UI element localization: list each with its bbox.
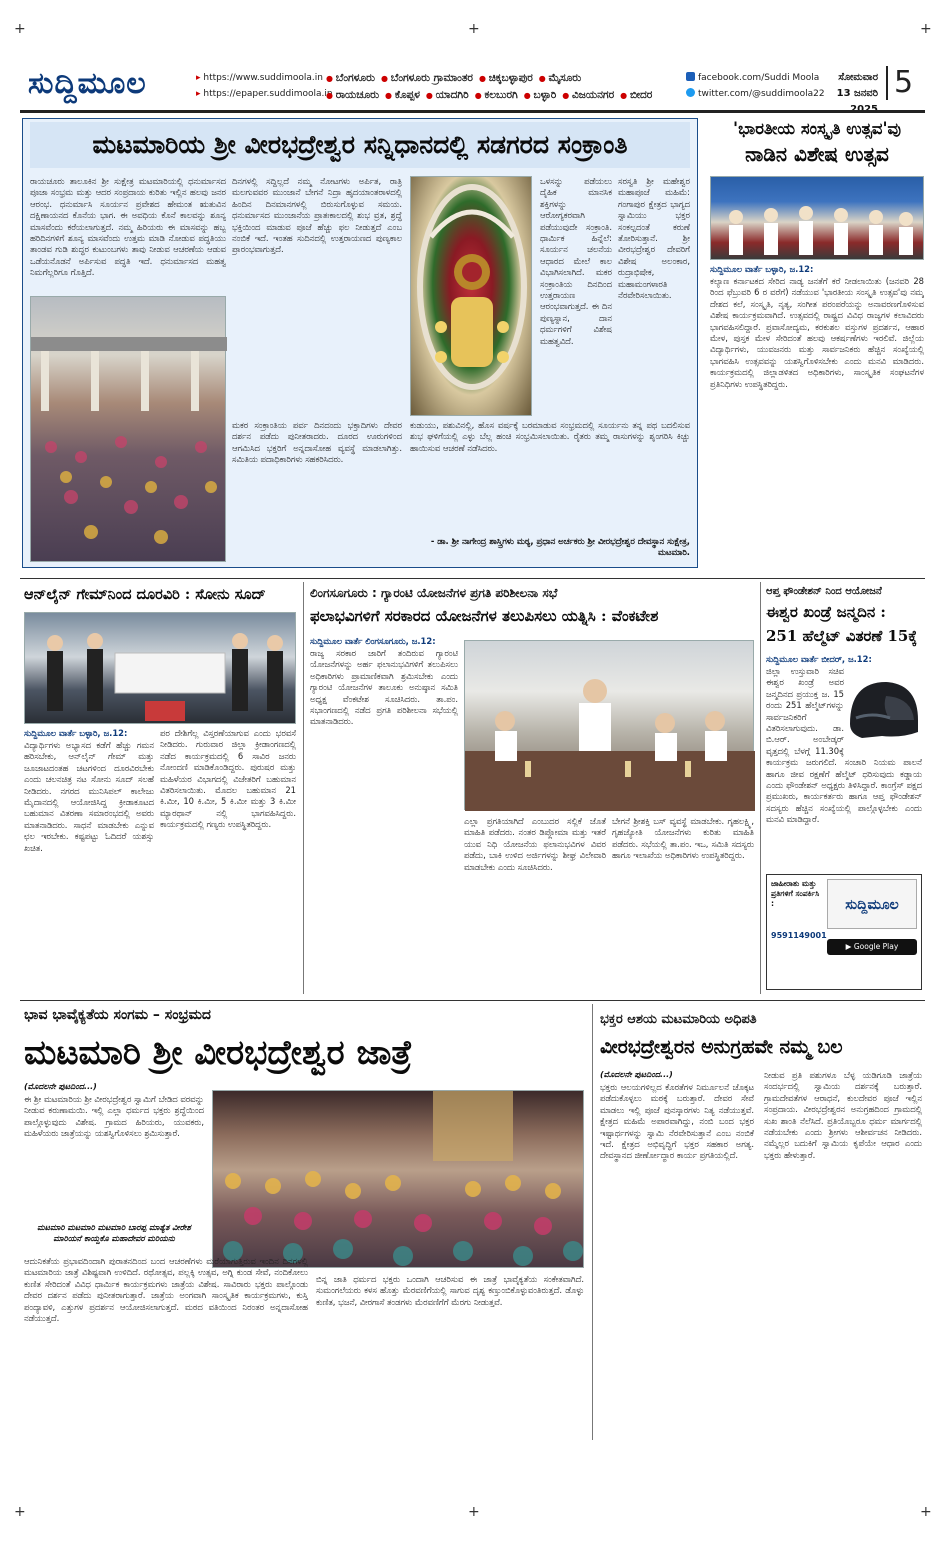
issue-date-text: 13 ಜನವರಿ (836, 88, 878, 99)
helmet-headline (766, 600, 924, 648)
section-divider (20, 578, 925, 579)
ad-phone: 9591149001 (771, 931, 827, 940)
play-store-label: Google Play (853, 942, 899, 951)
masthead-logo: ಸುದ್ದಿಮೂಲ (28, 66, 147, 101)
sonu-dateline: ಸುದ್ದಿಮೂಲ ವಾರ್ತೆ ಬಳ್ಳಾರಿ, ಜ.12: (24, 728, 128, 738)
play-store-icon: ▶ (845, 942, 854, 951)
helmet-headline-line1: ಈಶ್ವರ ಖಂಡ್ರೆ ಜನ್ಮದಿನ : (766, 603, 886, 621)
column-rule (592, 1004, 593, 1440)
guarantee-dateline: ಸುದ್ದಿಮೂಲ ವಾರ್ತೆ ಲಿಂಗಸೂಗೂರು, ಜ.12: (310, 636, 436, 646)
registration-mark: + (14, 1504, 26, 1520)
facebook-icon (686, 72, 695, 81)
sonu-col-2: ಪರ ದೇಶಿಗೆಲ್ಲ ವಿಸ್ತರಣೆಯಾಗುವ ಎಂದು ಭರವಸೆ ನೀಡಿದರು. ಗುರುವಾರ ಜಿಲ್ಲಾ ಕ್ರೀಡಾಂಗಣದಲ್ಲಿ ನಡೆದ ಕಾರ್ಯಕ್ರಮದಲ್ಲಿ 6 ಸಾವಿರ ಜನರು ನೋಂದಣಿ ಮಾಡಿಕೊಂಡಿದ್ದರು. ಪುರುಷರ ಮತ್ತು ಮಹಿಳೆಯರ ವಿಭಾಗದಲ್ಲಿ ವಿಜೇತರಿಗೆ ಬಹುಮಾನ ವಿತರಿಸಲಾಯಿತು. ಮೊದಲ ಬಹುಮಾನ 21 ಕಿ.ಮೀ, 10 ಕಿ.ಮೀ, 5 ಕಿ.ಮೀ ಮತ್ತು 3 ಕಿ.ಮೀ ಮ್ಯಾರಥಾನ್ ನಲ್ಲಿ ಭಾಗವಹಿಸಿದ್ದರು. ಕಾರ್ಯಕ್ರಮದಲ್ಲಿ ಗಣ್ಯರು ಉಪಸ್ಥಿತರಿದ್ದರು. (160, 728, 296, 830)
column-rule (303, 582, 304, 994)
guarantee-col-3: ಬೇಗನೆ ಶ್ರೀಶಕ್ತಿ ಬಸ್ ವ್ಯವಸ್ಥೆ ಮಾಡಬೇಕು. ಗೃಹಲಕ್ಷ್ಮಿ, ಗೃಹಜ್ಯೋತಿ ಯೋಜನೆಗಳು ಕುರಿತು ಮಾಹಿತಿ ಪಡೆದರು. ಸಭೆಯಲ್ಲಿ ತಾ.ಪಂ. ಇಒ, ಸಮಿತಿ ಸದಸ್ಯರು ಹಾಗೂ ಇಲಾಖೆಯ ಅಧಿಕಾರಿಗಳು ಉಪಸ್ಥಿತರಿದ್ದರು. (612, 816, 754, 861)
temple-hall-illustration (31, 297, 227, 563)
registration-mark: + (920, 21, 932, 37)
festival-headline-line2: ನಾಡಿನ ವಿಶೇಷ ಉತ್ಸವ (745, 142, 889, 166)
meeting-illustration (465, 641, 755, 811)
city-item: ● ಮೈಸೂರು (539, 72, 581, 84)
helmet-float-spacer (844, 666, 922, 750)
website-link[interactable]: ▸ https://www.suddimoola.in (196, 70, 333, 86)
registration-mark: + (14, 21, 26, 37)
epaper-link[interactable]: ▸ https://epaper.suddimoola.in (196, 86, 333, 102)
sonu-col-1: ವಿದ್ಯಾರ್ಥಿಗಳು ಅಭ್ಯಾಸದ ಕಡೆಗೆ ಹೆಚ್ಚು ಗಮನ ಹರಿಸಬೇಕು, ಆನ್‌ಲೈನ್ ಗೇಮ್ ಮತ್ತು ಜೂಜಾಟದಂತಹ ಚಟಗಳಿಂದ ದೂರವಿರಬೇಕು ಎಂದು ಚಲನಚಿತ್ರ ನಟ ಸೋನು ಸೂದ್ ಸಲಹೆ ನೀಡಿದರು. ನಗರದ ಮುನಿಸಿಪಲ್ ಕಾಲೇಜು ಮೈದಾನದಲ್ಲಿ ಆಯೋಜಿಸಿದ್ದ ಕ್ರೀಡಾಕೂಟದ ಬಹುಮಾನ ವಿತರಣಾ ಸಮಾರಂಭದಲ್ಲಿ ಅವರು ಮಾತನಾಡಿದರು. ಸಾಧನೆ ಮಾಡಬೇಕು ಎನ್ನುವ ಛಲ ಇರಬೇಕು. ಕಷ್ಟಪಟ್ಟು ಓದಿದರೆ ಯಶಸ್ಸು ಖಚಿತ. (24, 740, 154, 853)
anugraha-col-1: ಭಕ್ತರು ಆಲಯಗಳಿಲ್ಲದ ಕೊರತೆಗಳ ನಿರ್ಮೂಲನೆ ಚೊಕ್ಕಟ ಪಡೆದುಕೊಳ್ಳಲು ಮಠಕ್ಕೆ ಬರುತ್ತಾರೆ. ದೇವರ ಸೇವೆ ಮಾಡಲು ಇಲ್ಲಿ ಪೂಜೆ ಪುನಸ್ಕಾರಗಳು ನಿತ್ಯ ನಡೆಯುತ್ತವೆ. ಕ್ಷೇತ್ರದ ಮಹಿಮೆ ಅಪಾರವಾಗಿದ್ದು, ನಂಬಿ ಬಂದ ಭಕ್ತರ ಇಷ್ಟಾರ್ಥಗಳನ್ನು ಸ್ವಾಮಿ ನೆರವೇರಿಸುತ್ತಾನೆ ಎಂಬ ನಂಬಿಕೆ ಇದೆ. ಕ್ಷೇತ್ರದ ಅಭಿವೃದ್ಧಿಗೆ ಭಕ್ತರ ಸಹಕಾರ ಅಗತ್ಯ. ದೇವಸ್ಥಾನದ ಜೀರ್ಣೋದ್ಧಾರ ಕಾರ್ಯ ಪ್ರಗತಿಯಲ್ಲಿದೆ. (600, 1082, 754, 1161)
helmet-dateline: ಸುದ್ದಿಮೂಲ ವಾರ್ತೆ ಬೀದರ್, ಜ.12: (766, 654, 872, 664)
section-divider (20, 1000, 925, 1001)
dignitaries-illustration (711, 177, 925, 261)
festival-headline (708, 118, 926, 168)
lead-col-lower-left: ಮಕರ ಸಂಕ್ರಾಂತಿಯ ಪರ್ವ ದಿನದಂದು ಭಕ್ತಾದಿಗಳು ದೇವರ ದರ್ಶನ ಪಡೆದು ಪುನೀತರಾದರು. ದೂರದ ಊರುಗಳಿಂದ ಆಗಮಿಸಿದ ಭಕ್ತರಿಗೆ ಅನ್ನದಾಸೋಹ ವ್ಯವಸ್ಥೆ ಮಾಡಲಾಗಿತ್ತು. ಸಮಿತಿಯ ಪದಾಧಿಕಾರಿಗಳು ಸಹಕರಿಸಿದರು. (232, 420, 402, 465)
festival-body: ಕಲ್ಯಾಣ ಕರ್ನಾಟಕದ ಸೇರಿದ ನಾಡ್ಯ ಜನತೆಗೆ ಕರೆ ನೀಡಲಾಯಿತು (ಜನವರಿ 28 ರಿಂದ ಫೆಬ್ರುವರಿ 6 ರ ವರೆಗೆ) ನಡೆಯುವ 'ಭಾರತೀಯ ಸಂಸ್ಕೃತಿ ಉತ್ಸವ'ವು ನಮ್ಮ ದೇಶದ ಕಲೆ, ಸಂಸ್ಕೃತಿ, ನೃತ್ಯ, ಸಂಗೀತ ಪರಂಪರೆಯನ್ನು ಅನಾವರಣಗೊಳಿಸುವ ವಿಶೇಷ ಕಾರ್ಯಕ್ರಮವಾಗಿದೆ. ಉತ್ಸವದಲ್ಲಿ ರಾಷ್ಟ್ರದ ವಿವಿಧ ರಾಜ್ಯಗಳ ಕಲಾವಿದರು ಭಾಗವಹಿಸಲಿದ್ದಾರೆ. ಪ್ರವಾಸೋದ್ಯಮ, ಕರಕುಶಲ ವಸ್ತುಗಳ ಪ್ರದರ್ಶನ, ಆಹಾರ ಮೇಳ, ಪುಸ್ತಕ ಮೇಳ ಸೇರಿದಂತೆ ಹಲವು ಆಕರ್ಷಣೆಗಳು ಇರಲಿವೆ. ಜಿಲ್ಲೆಯ ವಿದ್ಯಾರ್ಥಿಗಳು, ಯುವಜನರು ಮತ್ತು ಸಾರ್ವಜನಿಕರು ಹೆಚ್ಚಿನ ಸಂಖ್ಯೆಯಲ್ಲಿ ಭಾಗವಹಿಸಿ ಉತ್ಸವವನ್ನು ಯಶಸ್ವಿಗೊಳಿಸಬೇಕು ಎಂದು ಮನವಿ ಮಾಡಿದರು. ಕಾರ್ಯಕ್ರಮದಲ್ಲಿ ಜಿಲ್ಲಾಡಳಿತದ ಅಧಿಕಾರಿಗಳು, ಸಾಂಸ್ಕೃತಿಕ ಸಂಘಟನೆಗಳ ಪ್ರತಿನಿಧಿಗಳು ಉಪಸ್ಥಿತರಿದ್ದರು. (710, 276, 924, 389)
city-item: ● ಬೆಂಗಳೂರು ಗ್ರಾಮಾಂತರ (381, 72, 473, 84)
twitter-link[interactable]: twitter.com/@suddimoola22 (698, 89, 825, 99)
city-item: ● ಬೀದರ (620, 89, 652, 101)
social-links (686, 70, 825, 102)
helmet-body-text: ಜಿಲ್ಲಾ ಉಸ್ತುವಾರಿ ಸಚಿವ ಈಶ್ವರ ಖಂಡ್ರೆ ಅವರ ಜನ್ಮದಿನದ ಪ್ರಯುಕ್ತ ಜ. 15 ರಂದು 251 ಹೆಲ್ಮೆಟ್‌ಗಳನ್ನು ಸಾರ್ವಜನಿಕರಿಗೆ ವಿತರಿಸಲಾಗುವುದು. ಡಾ. ಬಿ.ಆರ್. ಅಂಬೇಡ್ಕರ್ ವೃತ್ತದಲ್ಲಿ ಬೆಳಗ್ಗೆ 11.30ಕ್ಕೆ ಕಾರ್ಯಕ್ರಮ ಜರುಗಲಿದೆ. ಸಂಚಾರಿ ನಿಯಮ ಪಾಲನೆ ಹಾಗೂ ಜೀವ ರಕ್ಷಣೆಗೆ ಹೆಲ್ಮೆಟ್ ಧರಿಸುವುದು ಕಡ್ಡಾಯ ಎಂದು ಫೌಂಡೇಶನ್ ಅಧ್ಯಕ್ಷರು ತಿಳಿಸಿದ್ದಾರೆ. ಕಾಂಗ್ರೆಸ್ ಪಕ್ಷದ ಪ್ರಮುಖರು, ಕಾರ್ಯಕರ್ತರು ಹಾಗೂ ಆಪ್ತ ಫೌಂಡೇಶನ್ ಸದಸ್ಯರು ಹೆಚ್ಚಿನ ಸಂಖ್ಯೆಯಲ್ಲಿ ಪಾಲ್ಗೊಳ್ಳಬೇಕು ಎಂದು ಮನವಿ ಮಾಡಿದ್ದಾರೆ. (766, 666, 922, 825)
anugraha-headline: ವೀರಭದ್ರೇಶ್ವರನ ಅನುಗ್ರಹವೇ ನಮ್ಮ ಬಲ (600, 1036, 843, 1058)
page-number: 5 (886, 66, 913, 100)
guarantee-col-1: ರಾಜ್ಯ ಸರಕಾರ ಜಾರಿಗೆ ತಂದಿರುವ ಗ್ಯಾರಂಟಿ ಯೋಜನೆಗಳನ್ನು ಅರ್ಹ ಫಲಾನುಭವಿಗಳಿಗೆ ತಲುಪಿಸಲು ಅಧಿಕಾರಿಗಳು ಪ್ರಾಮಾಣಿಕವಾಗಿ ಶ್ರಮಿಸಬೇಕು ಎಂದು ಗ್ಯಾರಂಟಿ ಯೋಜನೆಗಳ ತಾಲೂಕು ಅನುಷ್ಠಾನ ಸಮಿತಿ ಅಧ್ಯಕ್ಷ ವೆಂಕಟೇಶ ಸೂಚಿಸಿದರು. ತಾ.ಪಂ. ಸಭಾಂಗಣದಲ್ಲಿ ನಡೆದ ಪ್ರಗತಿ ಪರಿಶೀಲನಾ ಸಭೆಯಲ್ಲಿ ಮಾತನಾಡಿದರು. (310, 648, 458, 727)
registration-mark: + (920, 1504, 932, 1520)
city-item: ● ಬೆಂಗಳೂರು (326, 72, 375, 84)
jatre-photo (212, 1090, 584, 1268)
anugraha-kicker: ಭಕ್ತರ ಆಶಯ ಮಟಮಾರಿಯ ಅಧಿಪತಿ (600, 1012, 757, 1027)
guarantee-col-2: ಎಲ್ಲಾ ಪ್ರಗತಿಯಾಗಿದೆ ಎಂಬುದರ ಸಲ್ಲಿಕೆ ಜೊತೆ ಮಾಹಿತಿ ಪಡೆದರು. ನಂತರ ಡಿಪ್ಲೋಮಾ ಮತ್ತು ಇತರೆ ಯುವ ನಿಧಿ ಯೋಜನೆಯ ಫಲಾನುಭವಿಗಳ ವಿವರ ಪಡೆದು, ಬಾಕಿ ಉಳಿದ ಅರ್ಜಿಗಳನ್ನು ಶೀಘ್ರ ವಿಲೇವಾರಿ ಮಾಡಬೇಕು ಎಂದು ಸೂಚಿಸಿದರು. (464, 816, 606, 872)
lead-col-4: ಸರಸ್ವತಿ ಶ್ರೀ ಮಹೇಶ್ವರ ಮಹಾಪೂಜೆ ಮಹಿಮೆ: ಗಂಗಾಪುರ ಕ್ಷೇತ್ರದ ಭಾಗ್ಯದ ಸ್ವಾಮಿಯು ಭಕ್ತರ ಸಂಕಲ್ಪದಂತೆ ಕರುಣೆ ತೋರಿಸುತ್ತಾನೆ. ಶ್ರೀ ವೀರಭದ್ರೇಶ್ವರ ದೇವರಿಗೆ ವಿಶೇಷ ಅಲಂಕಾರ, ರುದ್ರಾಭಿಷೇಕ, ಮಹಾಮಂಗಳಾರತಿ ನೆರವೇರಿಸಲಾಯಿತು. (618, 176, 690, 301)
festival-headline-line1: 'ಭಾರತೀಯ ಸಂಸ್ಕೃತಿ ಉತ್ಸವ'ವು (733, 119, 901, 138)
guarantee-kicker: ಲಿಂಗಸೂಗೂರು : ಗ್ಯಾರಂಟಿ ಯೋಜನೆಗಳ ಪ್ರಗತಿ ಪರಿಶೀಲನಾ ಸಭೆ (310, 586, 558, 600)
city-item: ● ಚಿಕ್ಕಬಳ್ಳಾಪುರ (479, 72, 533, 84)
award-ceremony-illustration (25, 613, 297, 725)
lead-crowd-photo (30, 296, 226, 562)
issue-day: ಸೋಮವಾರ (838, 72, 878, 83)
ad-box (766, 874, 922, 990)
facebook-link[interactable]: facebook.com/Suddi Moola (698, 73, 820, 83)
city-item: ● ರಾಯಚೂರು (326, 89, 379, 101)
jatre-col-bottom: ಆದುನಿಕತೆಯ ಪ್ರಭಾವದಿಂದಾಗಿ ಪುರಾತನದಿಂದ ಬಂದ ಆಚರಣೆಗಳು ಮರೆಯಾಗುತ್ತಿರುವ ಇಂದಿನ ದಿನಗಳಲ್ಲಿ ಮಟಮಾರಿಯ ಜಾತ್ರೆ ವಿಶಿಷ್ಟವಾಗಿ ಉಳಿದಿದೆ. ರಥೋತ್ಸವ, ಪಲ್ಲಕ್ಕಿ ಉತ್ಸವ, ಅಗ್ನಿ ಕುಂಡ ಸೇವೆ, ನಂದಿಕೋಲು ಕುಣಿತ ಸೇರಿದಂತೆ ವಿವಿಧ ಧಾರ್ಮಿಕ ಕಾರ್ಯಕ್ರಮಗಳು ಜಾತ್ರೆಯ ವಿಶೇಷ. ಸಾವಿರಾರು ಭಕ್ತರು ಪಾಲ್ಗೊಂಡು ದೇವರ ದರ್ಶನ ಪಡೆದು ಪುನೀತರಾಗುತ್ತಾರೆ. ಜಾತ್ರೆಯ ಅಂಗವಾಗಿ ಸಾಂಸ್ಕೃತಿಕ ಕಾರ್ಯಕ್ರಮಗಳು, ಕುಸ್ತಿ ಪಂದ್ಯಾವಳಿ, ಎತ್ತುಗಳ ಪ್ರದರ್ಶನ ಆಯೋಜಿಸಲಾಗುತ್ತದೆ. ಮಠದ ವತಿಯಿಂದ ನಿರಂತರ ಅನ್ನದಾಸೋಹ ನಡೆಯುತ್ತದೆ. (24, 1256, 308, 1324)
jatre-headline: ಮಟಮಾರಿ ಶ್ರೀ ವೀರಭದ್ರೇಶ್ವರ ಜಾತ್ರೆ (24, 1033, 413, 1073)
guarantee-headline: ಫಲಾಭವಿಗಳಿಗೆ ಸರಕಾರದ ಯೋಜನೆಗಳ ತಲುಪಿಸಲು ಯತ್ನಿಸಿ : ವೆಂಕಟೇಶ (310, 607, 659, 625)
jatre-col-bottom-2: ಬಿನ್ನ ಜಾತಿ ಧರ್ಮದ ಭಕ್ತರು ಒಂದಾಗಿ ಆಚರಿಸುವ ಈ ಜಾತ್ರೆ ಭಾವೈಕ್ಯತೆಯ ಸಂಕೇತವಾಗಿದೆ. ಸುಮಂಗಲೆಯರು ಕಳಸ ಹೊತ್ತು ಮೆರವಣಿಗೆಯಲ್ಲಿ ಸಾಗುವ ದೃಶ್ಯ ಕಣ್ತುಂಬಿಕೊಳ್ಳುವಂತಿರುತ್ತದೆ. ಡೊಳ್ಳು ಕುಣಿತ, ಭಜನೆ, ವೀರಗಾಸೆ ತಂಡಗಳು ಮೆರವಣಿಗೆಗೆ ಮೆರಗು ನೀಡುತ್ತವೆ. (316, 1274, 584, 1307)
lead-col-lower-right: ಕುಡುಯು, ಪಶುವಿನಲ್ಲಿ, ಹೊಸ ವರ್ಷಕ್ಕೆ ಬರಮಾಡುವ ಸಂಭ್ರಮದಲ್ಲಿ ಸೂರ್ಯನು ತನ್ನ ಪಥ ಬದಲಿಸುವ ಶುಭ ಘಳಿಗೆಯಲ್ಲಿ ಎಳ್ಳು ಬೆಲ್ಲ ಹಂಚಿ ಸಂಭ್ರಮಿಸಲಾಯಿತು. ರೈತರು ತಮ್ಮ ರಾಸುಗಳನ್ನು ಶೃಂಗರಿಸಿ ಕಿಚ್ಚು ಹಾಯಿಸುವ ಆಚರಣೆ ನಡೆಸಿದರು. (410, 420, 690, 453)
helmet-headline-line2: 251 ಹೆಲ್ಮೆಟ್ ವಿತರಣೆ 15ಕ್ಕೆ (766, 627, 918, 645)
jatre-kicker: ಭಾವ ಭಾವೈಕ್ಯತೆಯ ಸಂಗಮ – ಸಂಭ್ರಮದ (24, 1007, 211, 1023)
masthead-rule (20, 110, 925, 113)
lead-headline: ಮಟಮಾರಿಯ ಶ್ರೀ ವೀರಭದ್ರೇಶ್ವರ ಸನ್ನಿಧಾನದಲ್ಲಿ ಸಡಗರದ ಸಂಕ್ರಾಂತಿ (30, 122, 690, 168)
anugraha-col-2: ನೀಡುವ ಪ್ರತಿ ಪಶುಗಳೂ ಬೆಳ್ಳ ಯಡಿಗೂಡಿ ಜಾತ್ರೆಯ ಸಂದರ್ಭದಲ್ಲಿ ಸ್ವಾಮಿಯ ದರ್ಶನಕ್ಕೆ ಬರುತ್ತಾರೆ. ಗ್ರಾಮದೇವತೆಗಳ ಆರಾಧನೆ, ಕುಲದೇವರ ಪೂಜೆ ಇಲ್ಲಿನ ಸಂಪ್ರದಾಯ. ವೀರಭದ್ರೇಶ್ವರನ ಅನುಗ್ರಹದಿಂದ ಗ್ರಾಮದಲ್ಲಿ ಸುಖ ಶಾಂತಿ ನೆಲೆಸಿದೆ. ಪ್ರತಿಯೊಬ್ಬರೂ ಧರ್ಮ ಮಾರ್ಗದಲ್ಲಿ ನಡೆಯಬೇಕು ಎಂದು ಶ್ರೀಗಳು ಆಶೀರ್ವಚನ ನೀಡಿದರು. ನಮ್ಮೆಲ್ಲರ ಬದುಕಿಗೆ ಸ್ವಾಮಿಯ ಕೃಪೆಯೇ ಆಧಾರ ಎಂದು ಭಕ್ತರು ಹೇಳುತ್ತಾರೆ. (764, 1070, 922, 1160)
festival-dateline: ಸುದ್ದಿಮೂಲ ವಾರ್ತೆ ಬಳ್ಳಾರಿ, ಜ.12: (710, 264, 814, 274)
sonu-photo (24, 612, 296, 724)
deity-illustration (411, 177, 533, 417)
jatre-continued: (ಮೊದಲನೇ ಪುಟದಿಂದ...) (24, 1082, 97, 1091)
lead-col-3: ಒಳಸನ್ನು ಪಡೆಯಲು ದೈಹಿಕ ಮಾನಸಿಕ ಶಕ್ತಿಗಳನ್ನು ಆರೋಗ್ಯಕರವಾಗಿ ಪಡೆಯುವುದೇ ಸಂಕ್ರಾಂತಿ. ಧಾರ್ಮಿಕ ಹಿನ್ನೆಲೆ: ಸೂರ್ಯನ ಚಲನೆಯ ಆಧಾರದ ಮೇಲೆ ಕಾಲ ವಿಭಾಗಿಸಲಾಗಿದೆ. ಮಕರ ಸಂಕ್ರಾಂತಿಯ ದಿನದಿಂದ ಉತ್ತರಾಯಣ ಆರಂಭವಾಗುತ್ತದೆ. ಈ ದಿನ ಪುಣ್ಯಸ್ನಾನ, ದಾನ ಧರ್ಮಗಳಿಗೆ ವಿಶೇಷ ಮಹತ್ವವಿದೆ. (540, 176, 612, 346)
jatre-quote: ಮಟಮಾರಿ ಮಟಮಾರಿ ಮಟಮಾರಿ ಬಾರಪ್ಪ ಮಾತ್ಯೆತ ವೀರೇಶ ಮಾರಿಯನೆ ಕಾಯ್ದಕೊ ಮಹಾದೇವರ ಮರಿಯನು (37, 1223, 191, 1243)
twitter-icon (686, 88, 695, 97)
festival-photo (710, 176, 924, 260)
masthead-urls (196, 70, 333, 102)
city-item: ● ಕಲಬುರಗಿ (475, 89, 518, 101)
guarantee-photo (464, 640, 754, 810)
helmet-kicker: ಆಪ್ತ ಫೌಂಡೇಶನ್ ನಿಂದ ಆಯೋಜನೆ (766, 586, 882, 597)
lead-col-2: ದಿನಗಳಲ್ಲಿ ಸದ್ದಿಲ್ಲದೆ ನಮ್ಮ ನೋಟಗಳು ಅರ್ಪಿತ, ರಾತ್ರಿ ಮಲಗುವವರ ಮುಂಜಾನೆ ಬೇಗನೆ ನಿದ್ರಾ ಹೃದಯಾಂತರಾಳದಲ್ಲಿ ಹಿಂದಿನ ದಿನಮಾನಗಳಲ್ಲಿ ಬಿರುಸುಗೊಳ್ಳುವ ಸಮಯ. ಧನುರ್ಮಾಸದ ಮುಂಜಾನೆಯ ಪ್ರಾತಃಕಾಲದಲ್ಲಿ ಶುಭ ವ್ರತ, ಶ್ರದ್ಧೆ ಭಕ್ತಿಯಿಂದ ಮಾಡುವ ಪೂಜೆ ಹೆಚ್ಚು ಫಲ ನೀಡುತ್ತದೆ ಎಂಬ ನಂಬಿಕೆ ಇದೆ. ಇಂತಹ ಸುದಿನದಲ್ಲಿ ಉತ್ತರಾಯಣದ ಪುಣ್ಯಕಾಲ ಪ್ರಾರಂಭವಾಗುತ್ತದೆ. (232, 176, 402, 255)
column-rule (760, 582, 761, 994)
anugraha-continued: (ಮೊದಲನೇ ಪುಟದಿಂದ...) (600, 1070, 673, 1079)
jatre-crowd-illustration (213, 1091, 585, 1269)
ad-label: ಜಾಹೀರಾತು ಮತ್ತು ಪ್ರತಿಗಳಿಗೆ ಸಂಪರ್ಕಿಸಿ : (771, 879, 820, 908)
city-item: ● ಬಳ್ಳಾರಿ (524, 89, 557, 101)
jatre-col-1: ಈ ಶ್ರೀ ಮಟಮಾರಿಯ ಶ್ರೀ ವೀರಭದ್ರೇಶ್ವರ ಸ್ವಾಮಿಗೆ ಬೇಡಿದ ವರವನ್ನು ನೀಡುವ ಕರುಣಾಮಯಿ. ಇಲ್ಲಿ ಎಲ್ಲಾ ಧರ್ಮದ ಭಕ್ತರು ಶ್ರದ್ಧೆಯಿಂದ ಪಾಲ್ಗೊಳ್ಳುವುದು ವಿಶೇಷ. ಗ್ರಾಮದ ಹಿರಿಯರು, ಯುವಕರು, ಮಹಿಳೆಯರು ಜಾತ್ರೆಯನ್ನು ಯಶಸ್ವಿಗೊಳಿಸಲು ಶ್ರಮಿಸುತ್ತಾರೆ. (24, 1094, 204, 1139)
city-item: ● ಯಾದಗಿರಿ (426, 89, 469, 101)
registration-mark: + (468, 21, 480, 37)
lead-signoff: - ಡಾ. ಶ್ರೀ ನಾಗೇಂದ್ರ ಶಾಸ್ತ್ರಿಗಳು ಮಠ್ಯ, ಪ್ರಧಾನ ಅರ್ಚಕರು ಶ್ರೀ ವೀರಭದ್ರೇಶ್ವರ ದೇವಸ್ಥಾನ ಸುಕ್ಷೇತ್ರ, ಮಟಮಾರಿ. (430, 536, 690, 557)
registration-mark: + (468, 1504, 480, 1520)
edition-cities (326, 70, 666, 104)
google-play-badge[interactable] (827, 939, 917, 955)
lead-col-1: ರಾಯಚೂರು ತಾಲೂಕಿನ ಶ್ರೀ ಸುಕ್ಷೇತ್ರ ಮಟಮಾರಿಯಲ್ಲಿ ಧನುರ್ಮಾಸದ ಪೂಜಾ ಸಂಭ್ರಮ ಮತ್ತು ಆದರ ಸಂಪ್ರದಾಯ ಕುರಿತು ಇಲ್ಲಿನ ಹಲವು ಜನರ ಆರಂಭ. ಧನುರ್ಮಾಸಿ ಸೂರ್ಯನ ಪ್ರವೇಶದ ಹೇಮಂತ ಋತುವಿನ ದಕ್ಷಿಣಾಯನದ ಕೊನೆಯ ಭಾಗ. ಈ ಅವಧಿಯ ಕೊನೆ ಕಾಲವನ್ನು ಶೂನ್ಯ ಮಾಸವೆಂದು ಕರೆಯಲಾಗುತ್ತದೆ. ನಮ್ಮ ಹಿರಿಯರು ಈ ಮಾಸವನ್ನು ಹಬ್ಬ ಹರಿದಿನಗಳಿಗೆ ಶೂನ್ಯ ಮಾಸವೆಂದು ಉತ್ತಮ ಮಾಡಿ ನೋಡುವ ಪದ್ಧತಿಯು ತಾಂಡವ ಗುಡಿ ಶುದ್ಧರ ಕುಟುಂಬಗಳು ತಾವು ನೀಡುವ ಆಚರಣೆಯ ಆಡುವ ಒಡೆಯನೊಡನೆ ಅರ್ಪಿಸುವ ಪದ್ಧತಿ ಇದೆ. ಧನುರ್ಮಾಸದ ಮಹತ್ವ ನಿಮಗೆಲ್ಲರಿಗೂ ಗೊತ್ತಿದೆ. (30, 176, 226, 278)
deity-photo (410, 176, 532, 416)
sonu-headline: ಆನ್‌ಲೈನ್ ಗೇಮ್‌ನಿಂದ ದೂರವಿರಿ : ಸೋನು ಸೂದ್ (24, 586, 266, 603)
city-item: ● ವಿಜಯನಗರ (562, 89, 614, 101)
ad-brand: ಸುದ್ದಿಮೂಲ (827, 879, 917, 929)
helmet-body (766, 666, 922, 866)
city-item: ● ಕೊಪ್ಪಳ (385, 89, 420, 101)
